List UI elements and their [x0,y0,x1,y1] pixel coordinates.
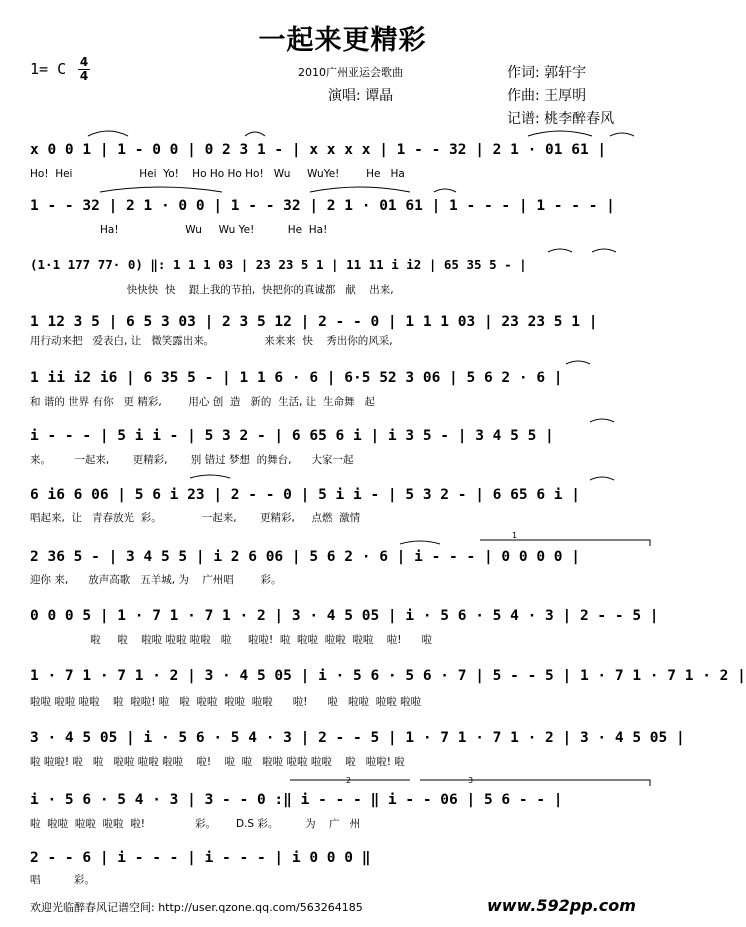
volta-bracket [420,780,650,786]
composer-credit: 作曲: 王厚明 [507,88,587,104]
score-line-9-lyrics: 啦 啦 啦啦 啦啦 啦啦 啦 啦啦! 啦 啦啦 啦啦 啦啦 啦! 啦 [30,634,432,646]
score-line-9-notes: 0 0 0 5 | 1 · 7 1 · 7 1 · 2 | 3 · 4 5 05 | i · 5 6 · 5 4 · 3 | 2 - - 5 | [30,608,659,624]
score-line-10-notes: 1 · 7 1 · 7 1 · 2 | 3 · 4 5 05 | i · 5 6 · 5 6 · 7 | 5 - - 5 | 1 · 7 1 · 7 1 · 2 | [30,668,746,684]
singer-credit: 演唱: 谭晶 [328,88,394,104]
score-line-11-notes: 3 · 4 5 05 | i · 5 6 · 5 4 · 3 | 2 - - 5 | 1 · 7 1 · 7 1 · 2 | 3 · 4 5 05 | [30,730,685,746]
score-line-13-lyrics: 唱 彩。 [30,874,95,886]
slur-mark [528,131,592,136]
slur-mark [88,131,128,136]
score-line-7-notes: 6 i6 6 06 | 5 6 i 23 | 2 - - 0 | 5 i i - | 5 3 2 - | 6 65 6 i | [30,487,580,503]
meter-top: 4 [79,55,89,69]
ending-number: 1 [512,531,518,540]
volta-bracket [480,540,650,546]
lyricist-credit: 作词: 郭轩宇 [507,65,587,81]
slur-mark [590,477,614,480]
slur-mark [610,133,634,136]
ending-number: 2 [346,776,352,785]
score-line-4-notes: 1 12 3 5 | 6 5 3 03 | 2 3 5 12 | 2 - - 0 | 1 1 1 03 | 23 23 5 1 | [30,314,598,330]
score-line-8-lyrics: 迎你 来, 放声高歌 五羊城, 为 广州唱 彩。 [30,574,282,586]
slur-mark [566,361,590,364]
score-line-6-notes: i - - - | 5 i i - | 5 3 2 - | 6 65 6 i | i 3 5 - | 3 4 5 5 | [30,428,554,444]
meter-bottom: 4 [79,69,89,83]
score-line-5-notes: 1 ii i2 i6 | 6 35 5 - | 1 1 6 · 6 | 6·5 52 3 06 | 5 6 2 · 6 | [30,370,563,386]
ending-number: 3 [468,776,474,785]
score-line-7-lyrics: 唱起来, 让 青春放光 彩。 一起来, 更精彩, 点燃 激情 [30,512,361,524]
song-subtitle: 2010广州亚运会歌曲 [298,66,403,79]
score-line-8-notes: 2 36 5 - | 3 4 5 5 | i 2 6 06 | 5 6 2 · 6 | i - - - | 0 0 0 0 | [30,549,580,565]
slur-mark [590,419,614,422]
score-line-1-notes: x 0 0 1 | 1 - 0 0 | 0 2 3 1 - | x x x x | 1 - - 32 | 2 1 · 01 61 | [30,142,607,158]
slur-mark [548,249,572,252]
score-line-12-notes: i · 5 6 · 5 4 · 3 | 3 - - 0 :‖ i - - - ‖ i - - 06 | 5 6 - - | [30,792,563,808]
song-title: 一起来更精彩 [258,25,427,56]
score-line-12-lyrics: 啦 啦啦 啦啦 啦啦 啦! 彩。 D.S 彩。 为 广 州 [30,818,360,830]
score-line-11-lyrics: 啦 啦啦! 啦 啦 啦啦 啦啦 啦啦 啦! 啦 啦 啦啦 啦啦 啦啦 啦 啦啦! 啦 [30,756,405,768]
score-line-1-lyrics: Ho! Hei Hei Yo! Ho Ho Ho Ho! Wu WuYe! He Ha [30,168,405,180]
score-line-2-notes: 1 - - 32 | 2 1 · 0 0 | 1 - - 32 | 2 1 · 01 61 | 1 - - - | 1 - - - | [30,198,615,214]
score-line-10-lyrics: 啦啦 啦啦 啦啦 啦 啦啦! 啦 啦 啦啦 啦啦 啦啦 啦! 啦 啦啦 啦啦 啦啦 [30,696,422,708]
score-line-4-lyrics: 用行动来把 爱表白, 让 微笑露出来。 来来来 快 秀出你的风采, [30,335,393,347]
slur-mark [400,541,440,544]
site-watermark: www.592pp.com [487,896,636,915]
footer-credit: 欢迎光临醉春风记谱空间: http://user.qzone.qq.com/563264185 [30,901,363,914]
slur-mark [592,249,616,252]
score-line-13-notes: 2 - - 6 | i - - - | i - - - | i 0 0 0 ‖ [30,850,371,866]
key-signature: 1= C [30,60,67,78]
score-line-6-lyrics: 来。 一起来, 更精彩, 别 错过 梦想 的舞台, 大家一起 [30,454,354,466]
slur-mark [310,187,410,192]
score-line-5-lyrics: 和 谐的 世界 有你 更 精彩, 用心 创 造 新的 生活, 让 生命舞 起 [30,396,375,408]
slur-mark [434,189,456,192]
slur-mark [100,187,222,192]
transcriber-credit: 记谱: 桃李醉春风 [507,111,615,127]
score-line-3-notes: (1·1 177 77· 0) ‖: 1 1 1 03 | 23 23 5 1 | 11 11 i i2 | 65 35 5 - | [30,257,527,272]
slur-mark [245,132,265,136]
score-line-3-lyrics: 快快快 快 跟上我的节拍, 快把你的真诚都 献 出来, [30,284,394,296]
slur-mark [190,475,230,478]
score-line-2-lyrics: Ha! Wu Wu Ye! He Ha! [100,224,328,236]
